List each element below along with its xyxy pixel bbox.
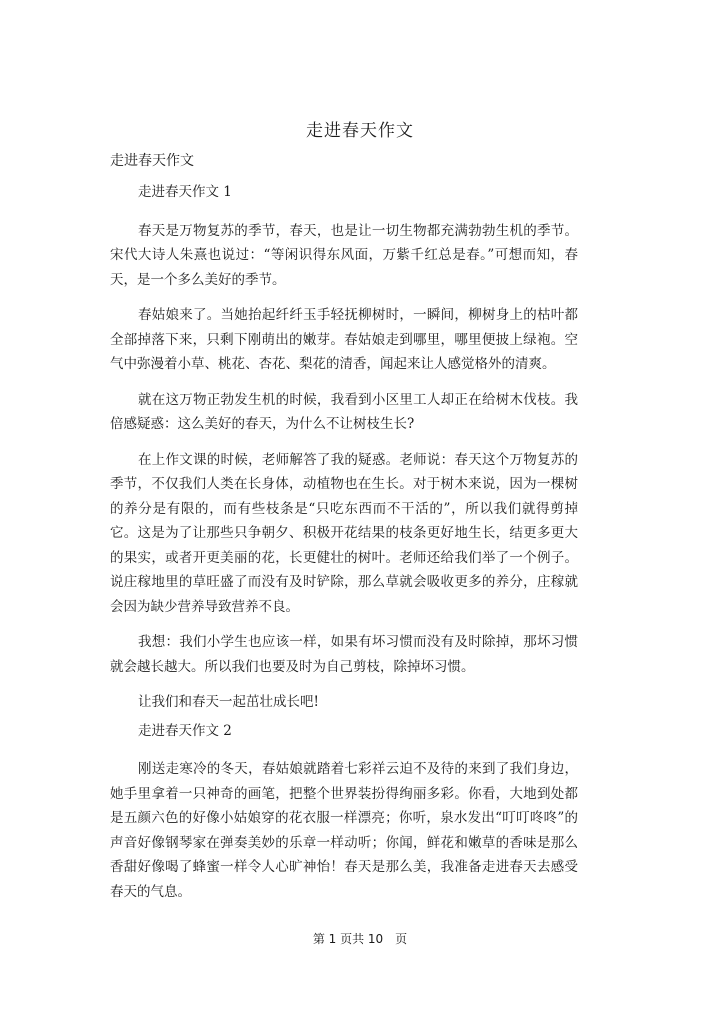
page-title: 走进春天作文 [306, 121, 414, 141]
document-subtitle: 走进春天作文 [110, 153, 194, 169]
essay-2-heading: 走进春天作文 2 [138, 722, 232, 739]
paragraph: 让我们和春天一起茁壮成长吧! [138, 694, 319, 710]
paragraph: 就在这万物正勃发生机的时候，我看到小区里工人却正在给树木伐枝。我倍感疑惑：这么美好的春天，为什么不让树枝生长? [110, 391, 578, 432]
document-body [110, 180, 578, 915]
paragraph: 春天是万物复苏的季节，春天，也是让一切生物都充满勃勃生机的季节。宋代大诗人朱熹也说过：“等闲识得东风面，万紫千红总是春。”可想而知，春天，是一个多么美好的季节。 [110, 222, 578, 288]
paragraph: 春姑娘来了。当她抬起纤纤玉手轻抚柳树时，一瞬间，柳树身上的枯叶都全部掉落下来，只剩下刚萌出的嫩芽。春姑娘走到哪里，哪里便披上绿袍。空气中弥漫着小草、桃花、杏花、梨花的清香，闻起来让人感觉格外的清爽。 [110, 307, 578, 372]
paragraph: 刚送走寒冷的冬天，春姑娘就踏着七彩祥云迫不及待的来到了我们身边，她手里拿着一只神奇的画笔，把整个世界装扮得绚丽多彩。你看，大地到处都是五颜六色的好像小姑娘穿的花衣服一样漂亮；你听，泉水发出“叮叮咚咚”的声音好像钢琴家在弹奏美妙的乐章一样动听；你闻，鲜花和嫩草的香味是那么香甜好像喝了蜂蜜一样令人心旷神怡！春天是那么美，我准备走进春天去感受春天的气息。 [110, 761, 578, 900]
page-footer: 第 1 页共 10 页 [312, 932, 408, 946]
paragraph: 在上作文课的时候，老师解答了我的疑惑。老师说：春天这个万物复苏的季节，不仅我们人类在长身体，动植物也在生长。对于树木来说，因为一棵树的养分是有限的，而有些枝条是“只吃东西而不干活的”，所以我们就得剪掉它。这是为了让那些只争朝夕、积极开花结果的枝条更好地生长，结更多更大的果实，或者开更美丽的花，长更健壮的树叶。老师还给我们举了一个例子。说庄稼地里的草旺盛了而没有及时铲除，那么草就会吸收更多的养分，庄稼就会因为缺少营养导致营养不良。 [110, 451, 578, 615]
essay-1-heading: 走进春天作文 1 [138, 184, 232, 200]
paragraph: 我想：我们小学生也应该一样，如果有坏习惯而没有及时除掉，那坏习惯就会越长越大。所以我们也要及时为自己剪枝，除掉坏习惯。 [110, 634, 578, 675]
